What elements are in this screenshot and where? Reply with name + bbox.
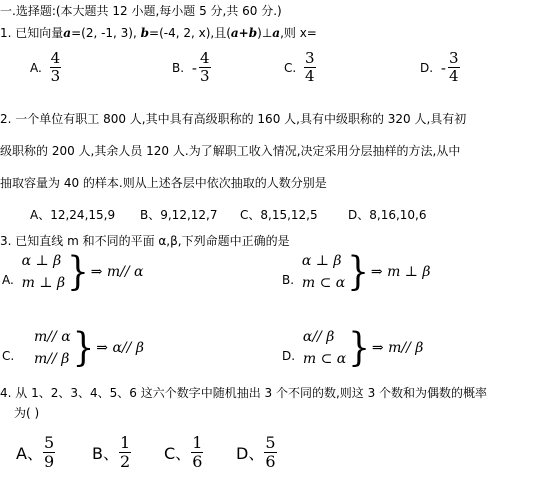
right-brace: }: [348, 325, 370, 371]
q1-option-b: [172, 50, 211, 85]
option-label: A、: [16, 444, 43, 463]
q1-a-value: =(2, -1, 3),: [71, 26, 137, 40]
numerator: 3: [448, 49, 459, 67]
q4-option-c: [164, 434, 203, 471]
q2-line-2: 级职称的 200 人,其余人员 120 人.为了解职工收入情况,决定采用分层抽样的方法,从中: [0, 144, 461, 158]
fraction: [448, 50, 460, 85]
denominator: 2: [119, 452, 131, 471]
q1-option-d: [420, 50, 460, 85]
option-label: D.: [420, 60, 434, 75]
q3-stem: 3. 已知直线 m 和不同的平面 α,β,下列命题中正确的是: [0, 234, 290, 248]
q1-perp: )⊥: [257, 26, 273, 40]
q1-vector-a: a: [63, 26, 72, 40]
q1-option-a: [30, 50, 61, 85]
q2-option-a: A、12,24,15,9: [30, 208, 116, 222]
q3-option-b: [282, 250, 431, 294]
numerator: 1: [192, 433, 203, 452]
q3-option-c: [2, 326, 144, 370]
conclusion: ⇒ m// β: [371, 340, 424, 356]
q1-vector-sum: a+b: [230, 26, 258, 40]
right-brace: }: [72, 325, 95, 371]
fraction: [264, 434, 276, 471]
denominator: 6: [192, 452, 203, 471]
option-label: A.: [30, 60, 42, 75]
fraction: [50, 50, 62, 85]
numerator: 4: [50, 49, 61, 67]
option-label: B.: [282, 272, 295, 287]
q2-line-3: 抽取容量为 40 的样本.则从上述各层中依次抽取的人数分别是: [0, 176, 327, 190]
q4-option-b: [92, 434, 131, 471]
denominator: 3: [50, 67, 61, 85]
q1-option-c: [284, 50, 316, 85]
q2-option-d: D、8,16,10,6: [348, 208, 427, 222]
denominator: 6: [265, 452, 276, 471]
minus-sign: -: [440, 58, 446, 77]
fraction: [119, 434, 131, 471]
q1-b-value: =(-4, 2, x),且(: [149, 26, 231, 40]
premise-1: α// β: [302, 329, 335, 345]
right-brace: }: [347, 249, 369, 295]
numerator: 1: [119, 433, 131, 452]
premise-2: m ⊂ α: [301, 275, 346, 291]
numerator: 5: [43, 433, 55, 452]
q4-option-a: [16, 434, 55, 471]
q1-number: 1.: [0, 26, 12, 40]
denominator: 4: [448, 67, 459, 85]
premise-2: m// β: [34, 351, 70, 367]
q2-line-1: 2. 一个单位有职工 800 人,其中具有高级职称的 160 人,具有中级职称的 320 人,具有初: [0, 112, 467, 126]
option-label: C、: [164, 444, 192, 463]
option-label: B、: [92, 444, 119, 463]
premise-2: m ⊥ β: [21, 275, 66, 291]
conclusion: ⇒ m ⊥ β: [370, 264, 431, 280]
fraction: [191, 434, 203, 471]
conclusion: ⇒ α// β: [96, 340, 144, 356]
option-label: A.: [2, 272, 14, 287]
q1-pre: 已知向量: [15, 26, 64, 40]
fraction: [199, 50, 211, 85]
option-label: C.: [2, 348, 15, 363]
premise-1: α ⊥ β: [21, 253, 62, 269]
q1-tail: ,则 x=: [280, 26, 317, 40]
q3-option-a: [2, 250, 144, 294]
numerator: 5: [265, 433, 276, 452]
option-label: D.: [282, 348, 296, 363]
denominator: 9: [43, 452, 55, 471]
conclusion: ⇒ m// α: [90, 264, 144, 280]
denominator: 3: [199, 67, 210, 85]
q3-option-d: [282, 326, 423, 370]
q4-option-d: [236, 434, 277, 471]
numerator: 4: [199, 49, 210, 67]
premise-1: m// α: [34, 329, 71, 345]
premise-system: [22, 250, 144, 294]
right-brace: }: [67, 249, 89, 295]
option-label: D、: [236, 444, 265, 463]
premise-system: [302, 250, 431, 294]
q4-line-2: 为( ): [14, 406, 40, 420]
numerator: 3: [305, 49, 315, 67]
option-label: C.: [284, 60, 297, 75]
premise-1: α ⊥ β: [301, 253, 342, 269]
fraction: [304, 50, 316, 85]
premise-system: [34, 326, 144, 370]
denominator: 4: [305, 67, 315, 85]
premise-2: m ⊂ α: [302, 351, 347, 367]
q4-line-1: 4. 从 1、2、3、4、5、6 这六个数字中随机抽出 3 个不同的数,则这 3 个数和为偶数的概率: [0, 386, 488, 400]
option-label: B.: [172, 60, 185, 75]
q2-option-b: B、9,12,12,7: [140, 208, 218, 222]
q1-vector-b: b: [140, 26, 150, 40]
q1-vector-a2: a: [272, 26, 281, 40]
premise-system: [303, 326, 423, 370]
fraction: [43, 434, 55, 471]
section-title: 一.选择题:(本大题共 12 小题,每小题 5 分,共 60 分.): [0, 4, 282, 18]
q2-option-c: C、8,15,12,5: [240, 208, 318, 222]
q1-stem: [0, 24, 317, 41]
minus-sign: -: [191, 58, 197, 77]
